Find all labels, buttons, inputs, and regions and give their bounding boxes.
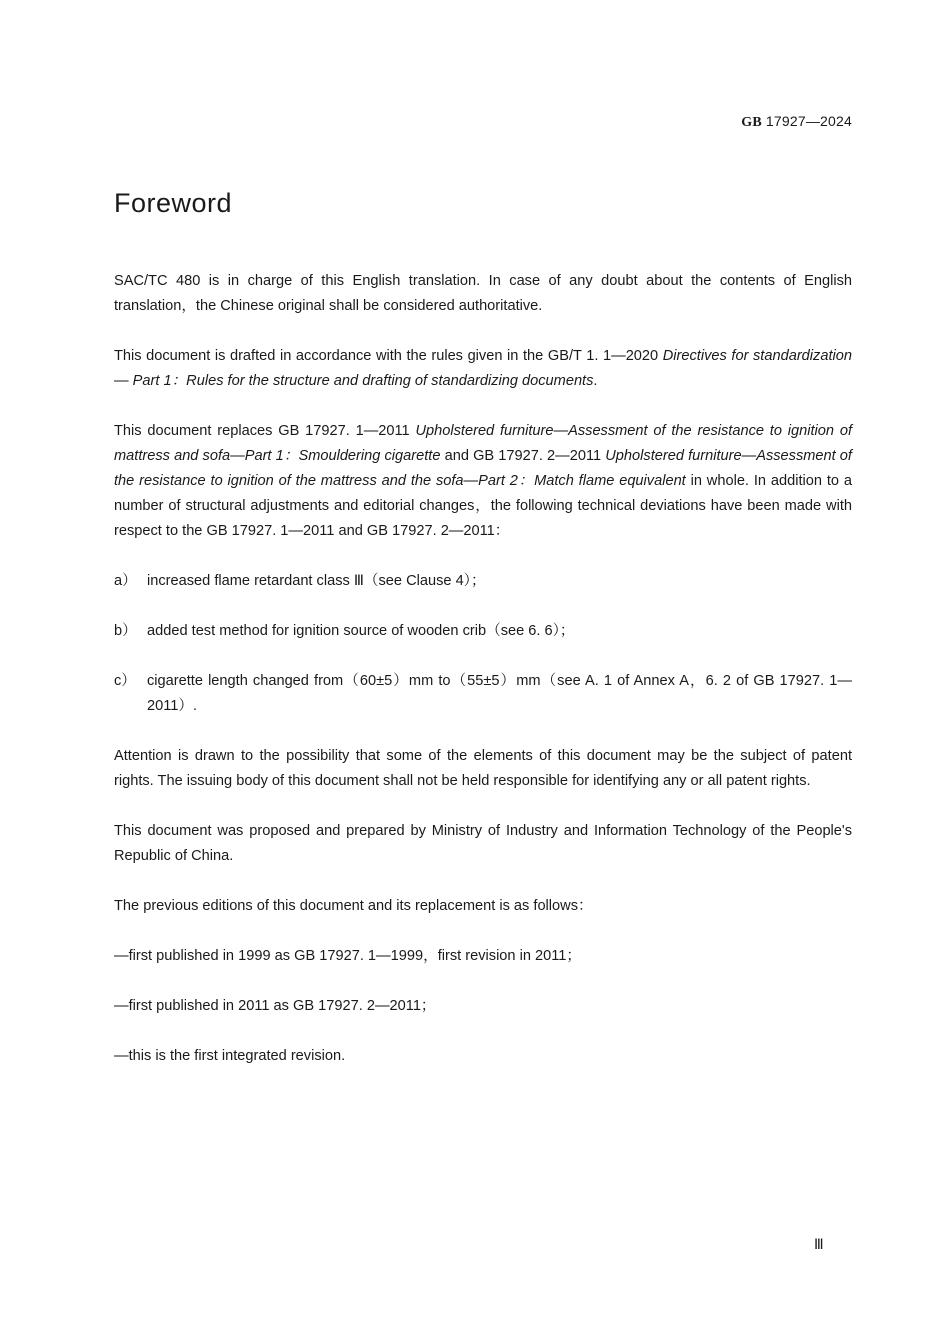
- drafting-rules-paragraph: [114, 344, 852, 394]
- list-marker: b）: [114, 623, 137, 639]
- patent-rights-paragraph: Attention is drawn to the possibility that some of the elements of this document may be the subject of patent rights. The issuing body of this document shall not be held responsible for identifying any or all patent rights.: [114, 748, 852, 789]
- replacement-paragraph: [114, 419, 852, 544]
- list-marker: c）: [114, 673, 136, 689]
- list-item: [114, 619, 852, 644]
- foreword-body: [114, 269, 852, 1094]
- drafting-reference-title: Directives for standardization— Part 1：Rules for the structure and drafting of standardizing documents: [114, 348, 852, 389]
- list-text: cigarette length changed from（60±5）mm to（55±5）mm（see A. 1 of Annex A，6. 2 of GB 17927. 1—2011）.: [147, 673, 852, 714]
- replaced-standard-title-2: Upholstered furniture—Assessment of the resistance to ignition of the mattress and the sofa—Part 2：Match flame equivalent: [114, 448, 852, 489]
- replaced-standard-title-1: Upholstered furniture—Assessment of the resistance to ignition of mattress and sofa—Part 1：Smouldering cigarette: [114, 423, 852, 464]
- list-item: [114, 669, 852, 719]
- replacement-text-3: in whole. In addition to a number of structural adjustments and editorial changes，the following technical deviations have been made with respect to the GB 17927. 1—2011 and GB 17927. 2—2011：: [114, 473, 852, 539]
- edition-history-item: —this is the first integrated revision.: [114, 1048, 346, 1064]
- list-text: increased flame retardant class Ⅲ（see Clause 4）；: [147, 573, 486, 589]
- edition-history-item: —first published in 1999 as GB 17927. 1—1999，first revision in 2011；: [114, 948, 581, 964]
- list-text: added test method for ignition source of wooden crib（see 6. 6）；: [147, 623, 575, 639]
- standard-number-header: [741, 113, 852, 131]
- replacement-text-2: and GB 17927. 2—2011: [440, 448, 606, 464]
- standard-prefix: GB: [741, 115, 762, 130]
- standard-code: 17927—2024: [765, 113, 852, 129]
- previous-editions-paragraph: The previous editions of this document and its replacement is as follows：: [114, 898, 593, 914]
- edition-history-item: —first published in 2011 as GB 17927. 2—2011；: [114, 998, 436, 1014]
- translation-note-paragraph: SAC/TC 480 is in charge of this English translation. In case of any doubt about the contents of English translation，the Chinese original shall be considered authoritative.: [114, 273, 852, 314]
- proposer-paragraph: This document was proposed and prepared by Ministry of Industry and Information Technology of the People's Republic of China.: [114, 823, 852, 864]
- drafting-text: This document is drafted in accordance with the rules given in the GB/T 1. 1—2020: [114, 348, 663, 364]
- page-title: Foreword: [114, 188, 233, 218]
- drafting-text-end: .: [593, 373, 598, 389]
- list-item: [114, 569, 852, 594]
- page-number: Ⅲ: [814, 1236, 824, 1252]
- list-marker: a）: [114, 573, 137, 589]
- replacement-text-1: This document replaces GB 17927. 1—2011: [114, 423, 416, 439]
